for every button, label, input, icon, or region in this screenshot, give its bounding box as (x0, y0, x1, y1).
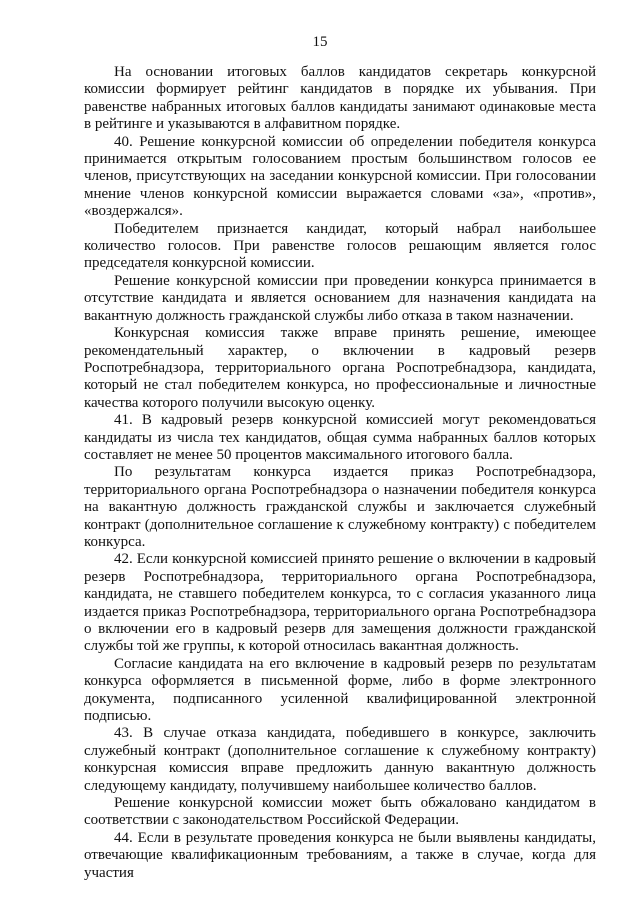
document-body (84, 64, 596, 882)
paragraph-41-reserve: 41. В кадровый резерв конкурсной комиссией могут рекомендоваться кандидаты из числа тех кандидатов, общая сумма набранных баллов которых составляет не менее 50 процентов максимального итогового балла. (84, 412, 596, 463)
paragraph-42-reserve-inclusion: 42. Если конкурсной комиссией принято решение о включении в кадровый резерв Роспотребнадзора, территориального органа Роспотребнадзора, кандидата, не ставшего победителем конкурса, то с согласия указанного лица издается приказ Роспотребнадзора, территориального органа Роспотребнадзора о включении его в кадровый резерв для замещения должности гражданской службы той же группы, к которой относилась вакантная должность. (84, 551, 596, 655)
page-number: 15 (312, 34, 328, 50)
paragraph-44-no-candidates: 44. Если в результате проведения конкурса не были выявлены кандидаты, отвечающие квалификационным требованиям, а также в случае, когда для участия (84, 829, 596, 881)
paragraph-appointment-order: По результатам конкурса издается приказ Роспотребнадзора, территориального органа Роспотребнадзора о назначении победителя конкурса на вакантную должность гражданской службы и заключается служебный контракт (дополнительное соглашение к служебному контракту) с победителем конкурса. (84, 464, 596, 550)
paragraph-decision-basis: Решение конкурсной комиссии при проведении конкурса принимается в отсутствие кандидата и является основанием для назначения кандидата на вакантную должность гражданской службы либо отказа в таком назначении. (84, 272, 596, 324)
paragraph-43-refusal: 43. В случае отказа кандидата, победившего в конкурсе, заключить служебный контракт (дополнительное соглашение к служебному контракту) конкурсная комиссия вправе предложить данную вакантную должность следующему кандидату, получившему наибольшее количество баллов. (84, 725, 596, 794)
paragraph-reserve-recommendation: Конкурсная комиссия также вправе принять решение, имеющее рекомендательный характер, о включении в кадровый резерв Роспотребнадзора, территориального органа Роспотребнадзора, кандидата, который не стал победителем конкурса, но профессиональные и личностные качества которого получили высокую оценку. (84, 325, 596, 411)
paragraph-40-decision: 40. Решение конкурсной комиссии об определении победителя конкурса принимается открытым голосованием простым большинством голосов ее членов, присутствующих на заседании конкурсной комиссии. При голосовании мнение членов конкурсной комиссии выражается словами «за», «против», «воздержался». (84, 133, 596, 220)
paragraph-winner: Победителем признается кандидат, который набрал наибольшее количество голосов. При равенстве голосов решающим является голос председателя конкурсной комиссии. (84, 220, 596, 272)
paragraph-appeal: Решение конкурсной комиссии может быть обжаловано кандидатом в соответствии с законодательством Российской Федерации. (84, 795, 596, 829)
paragraph-rating-order: На основании итоговых баллов кандидатов секретарь конкурсной комиссии формирует рейтинг кандидатов в порядке их убывания. При равенстве набранных итоговых баллов кандидаты занимают одинаковые места в рейтинге и указываются в алфавитном порядке. (84, 64, 596, 133)
paragraph-consent: Согласие кандидата на его включение в кадровый резерв по результатам конкурса оформляется в письменной форме, либо в форме электронного документа, подписанного усиленной квалифицированной электронной подписью. (84, 655, 596, 725)
